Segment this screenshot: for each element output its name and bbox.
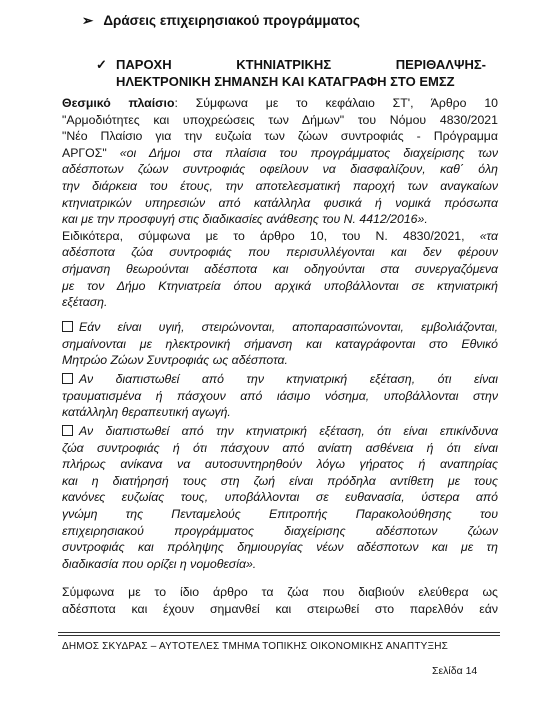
quote-span: κανόνες ευζωίας τους, υποβάλλονται σε ευθανασία, ύστερα από: [62, 490, 498, 505]
text-line: [62, 523, 498, 540]
section-heading-text: Δράσεις επιχειρησιακού προγράμματος: [103, 13, 360, 28]
quote-span: διαδικασία που ορίζει η νομοθεσία».: [62, 556, 257, 571]
text-line: [62, 539, 498, 556]
text-line: [62, 278, 498, 295]
text-line: [62, 556, 498, 573]
page-number: Σελίδα 14: [432, 665, 478, 677]
text-line: [62, 423, 498, 440]
text-line: [62, 336, 498, 353]
checkmark-icon: ✓: [96, 57, 107, 72]
subsection-heading-line2: ΗΛΕΚΤΡΟΝΙΚΗ ΣΗΜΑΝΣΗ ΚΑΙ ΚΑΤΑΓΡΑΦΗ ΣΤΟ ΕΜΣΖ: [116, 74, 455, 89]
text-line: [62, 371, 498, 388]
quote-span: σήμανση θεωρούνται αδέσποτα και οδηγούνται στα συνεργαζόμενα: [62, 261, 498, 276]
text-line: [62, 352, 498, 369]
text-line: [62, 211, 498, 228]
text-line: αδέσποτα και έχουν σημανθεί και στειρωθεί στο παρελθόν εάν: [62, 601, 498, 616]
legal-framework-label: Θεσμικό πλαίσιο: [62, 96, 175, 110]
quote-span: κτηνιατρικών υπηρεσιών από κατάλληλα φυσικά ή νομικά πρόσωπα: [62, 195, 498, 210]
quote-span: και με την προσφυγή στις διαδικασίες ανάθεσης του Ν. 4412/2016».: [62, 212, 428, 227]
text-line: [62, 161, 498, 178]
text-line: [62, 456, 498, 473]
quote-span: αδέσποτων ζώων συντροφιάς οφείλουν να διασφαλίζουν, καθ΄ όλη: [62, 162, 498, 177]
text-line: [62, 261, 498, 278]
quote-span: ζώα συντροφιάς ή ότι πάσχουν από ανίατη ασθένεια ή ότι είναι: [62, 440, 498, 455]
text-line: [62, 95, 498, 112]
text-span: ΑΡΓΟΣ": [62, 145, 120, 160]
text-line: [62, 244, 498, 261]
text-line: Σύμφωνα με το ίδιο άρθρο τα ζώα που διαβιούν ελεύθερα ως: [62, 585, 498, 599]
quote-span: «οι Δήμοι στα πλαίσια του προγράμματος διαχείρισης των: [119, 145, 499, 160]
text-line: [62, 178, 498, 195]
list-item: [62, 319, 498, 369]
quote-span: σημαίνονται με ηλεκτρονική σήμανση και καταγράφονται στο Εθνικό: [62, 336, 498, 351]
quote-span: αδέσποτα ζώα συντροφιάς που περισυλλέγονται και δεν φέρουν: [62, 245, 498, 260]
subsection-heading: [96, 56, 486, 90]
quote-span: εξέταση.: [62, 295, 108, 310]
text-line: [62, 145, 498, 162]
quote-span: «τα: [479, 228, 498, 243]
quote-span: συντροφιάς και πρόληψης δημιουργίας νέων αδέσποτων και με τη: [62, 540, 498, 555]
subsection-heading-line1: [96, 56, 486, 73]
quote-span: πλήρως ανίκανα να αυτοσυντηρηθούν λόγω γήρατος ή αναπηρίας: [62, 457, 498, 472]
text-line: [62, 195, 498, 212]
arrow-bullet-icon: ➢: [82, 13, 94, 28]
quote-span: την διάρκεια του έτους, την αποτελεσματική παροχή των αναγκαίων: [62, 178, 498, 193]
quote-span: και η διατήρησή τους στη ζωή είναι πρόδηλα αντίθετη με τους: [62, 473, 498, 488]
quote-span: Εάν είναι υγιή, στειρώνονται, αποπαρασιτώνονται, εμβολιάζονται,: [79, 320, 498, 334]
text-line: [62, 404, 498, 421]
quote-span: Αν διαπιστωθεί από την κτηνιατρική εξέταση, ότι είναι επικίνδυνα: [79, 424, 498, 438]
quote-span: Αν διαπιστωθεί από την κτηνιατρική εξέταση, ότι είναι: [79, 372, 498, 386]
text-line: [62, 388, 498, 405]
text-line: [62, 440, 498, 457]
heading-word: ΚΤΗΝΙΑΤΡΙΚΗΣ: [236, 57, 332, 72]
text-span: : Σύμφωνα με το κεφάλαιο ΣΤ', Άρθρο 10: [174, 96, 498, 110]
legal-framework-paragraph: [62, 95, 498, 311]
page-footer: ΔΗΜΟΣ ΣΚΥΔΡΑΣ – ΑΥΤΟΤΕΛΕΣ ΤΜΗΜΑ ΤΟΠΙΚΗΣ ΟΙΚΟΝΟΜΙΚΗΣ ΑΝΑΠΤΥΞΗΣ: [62, 641, 449, 652]
text-line: [62, 489, 498, 506]
quote-span: γνώμη της Πενταμελούς Επιτροπής Παρακολούθησης του: [62, 506, 498, 521]
checkbox-icon: [62, 373, 73, 384]
text-line: [62, 506, 498, 523]
text-line: "Νέο Πλαίσιο για την ευζωία των ζώων συντροφιάς - Πρόγραμμα: [62, 129, 498, 144]
heading-word: ΠΑΡΟΧΗ: [116, 57, 172, 72]
section-heading: [82, 13, 360, 29]
list-item: [62, 423, 498, 572]
closing-paragraph: [62, 584, 498, 617]
text-line: [62, 228, 498, 245]
quote-span: επιχειρησιακού προγράμματος διαχείρισης αδέσποτων ζώων: [62, 523, 498, 538]
heading-word: ΠΕΡΙΘΑΛΨΗΣ-: [395, 57, 486, 72]
quote-span: κατάλληλη θεραπευτική αγωγή.: [62, 405, 231, 420]
text-line: [62, 294, 498, 311]
footer-divider: [58, 635, 500, 636]
quote-span: με τον Δήμο Κτηνιατρεία όπου αρχικά υποβάλλονται σε κτηνιατρική: [62, 278, 498, 293]
quote-span: Μητρώο Ζώων Συντροφιάς ως αδέσποτα.: [62, 353, 288, 368]
text-line: [62, 319, 498, 336]
text-line: [62, 473, 498, 490]
checkbox-icon: [62, 425, 73, 436]
quote-span: τραυματισμένα ή πάσχουν από ιάσιμο νόσημα, υποβάλλονται στην: [62, 388, 498, 403]
text-span: Ειδικότερα, σύμφωνα με το άρθρο 10, του Ν. 4830/2021,: [62, 228, 480, 243]
footer-divider: [58, 632, 500, 633]
checkbox-icon: [62, 321, 73, 332]
list-item: [62, 371, 498, 421]
text-line: "Αρμοδιότητες και υποχρεώσεις των Δήμων" του Νόμου 4830/2021: [62, 112, 498, 127]
